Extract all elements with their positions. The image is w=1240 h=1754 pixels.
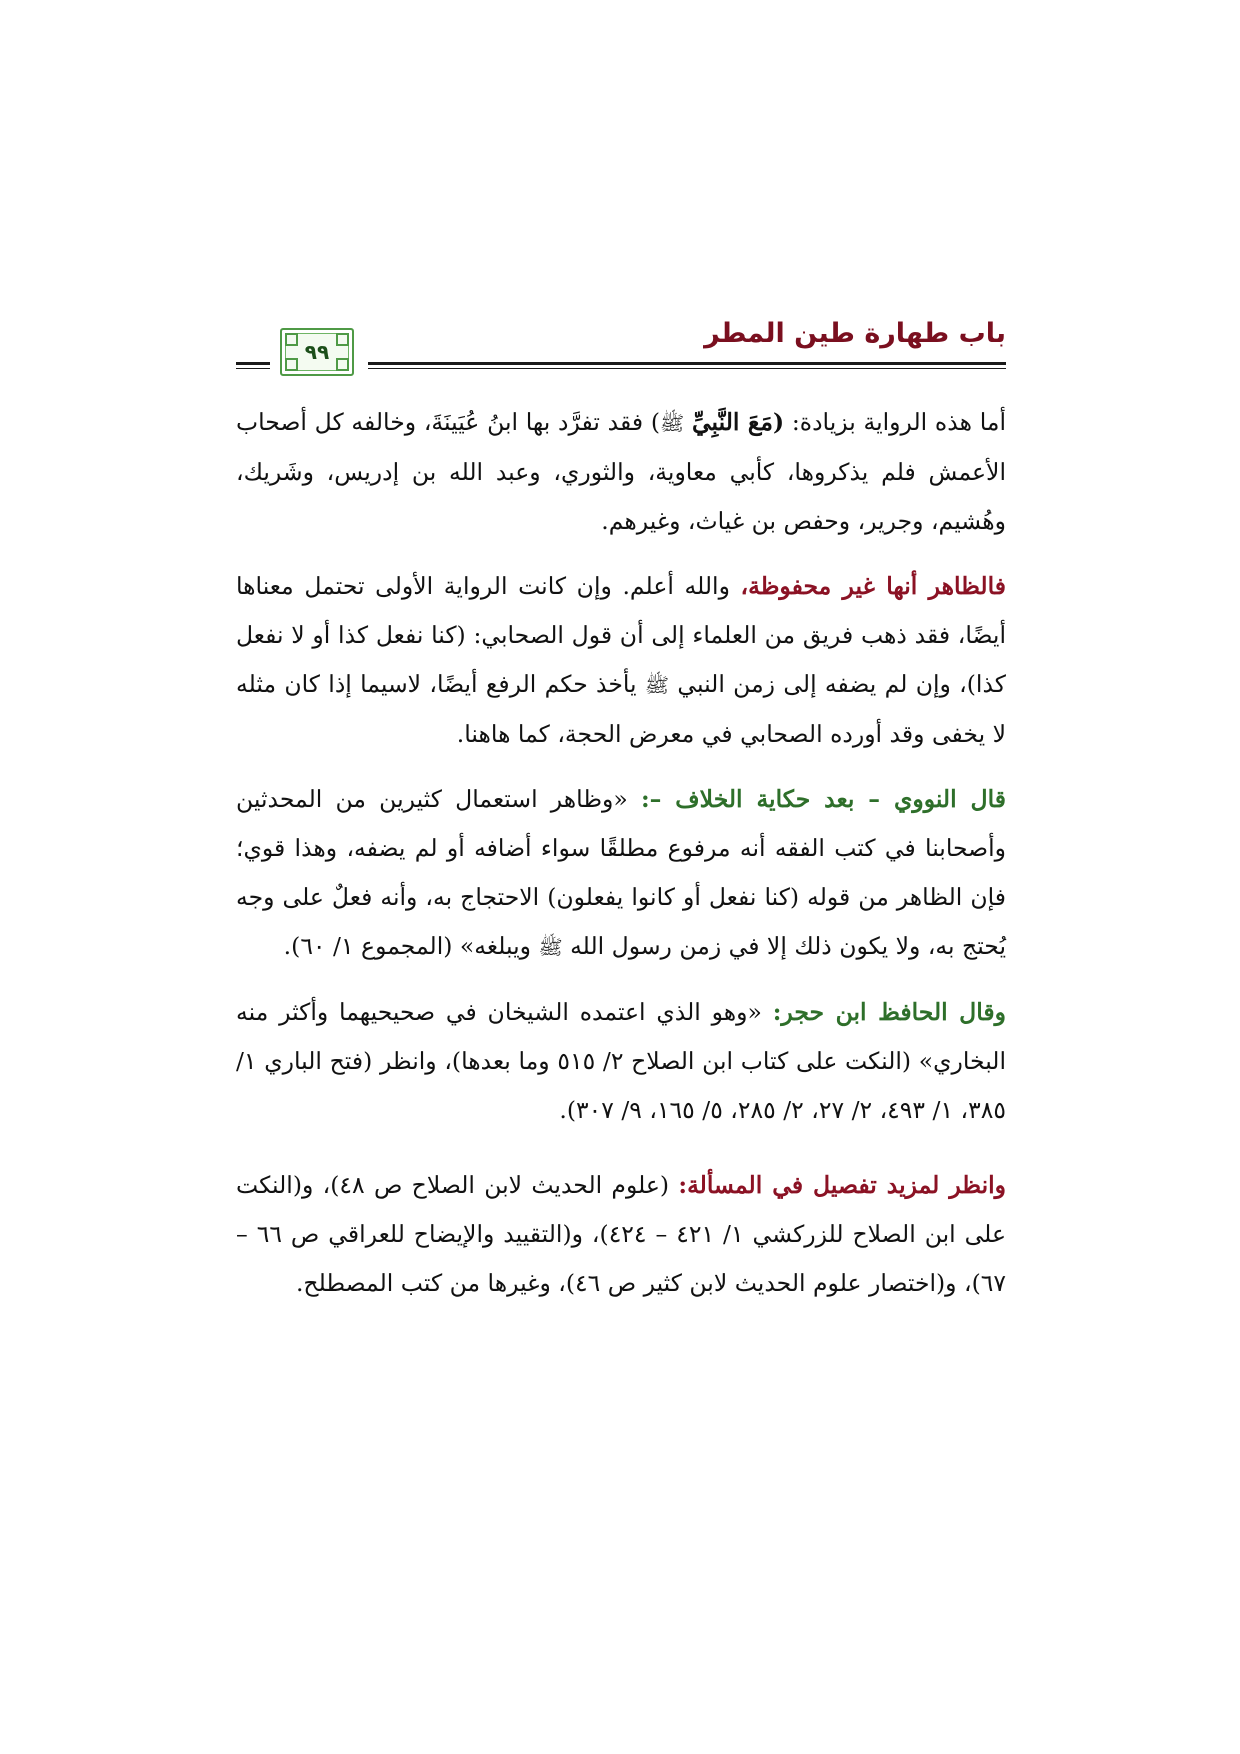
main-text bbox=[236, 398, 1006, 1324]
p2-text-1: والله أعلم. وإن كانت الرواية الأولى تحتمل معناها أيضًا، فقد ذهب فريق من العلماء إلى أن قول الصحابي: (كنا نفعل كذا أو لا نفعل كذا)، وإن لم يضفه إلى زمن النبي bbox=[236, 572, 1006, 698]
page-number-badge bbox=[280, 328, 354, 376]
p5-lead: وانظر لمزيد تفصيل في المسألة: bbox=[678, 1171, 1007, 1199]
paragraph-1 bbox=[236, 398, 1006, 546]
paragraph-2 bbox=[236, 562, 1006, 759]
salawat-icon: ﷺ bbox=[644, 673, 670, 697]
p1-text-2: ) فقد تفرَّد بها ابنُ عُيَينَةَ، وخالفه كل أصحاب الأعمش فلم يذكروها، كأبي معاوية، والثوري، وعبد الله بن إدريس، وشَريك، وهُشيم، وجرير، وحفص بن غياث، وغيرهم. bbox=[236, 408, 1006, 535]
header-rule-left-top bbox=[236, 362, 270, 365]
p3-text-1: «وظاهر استعمال كثيرين من المحدثين وأصحابنا في كتب الفقه أنه مرفوع مطلقًا سواء أضافه أو لم يضفه، وهذا قوي؛ فإن الظاهر من قوله (كنا نفعل أو كانوا يفعلون) الاحتجاج به، وأنه فعلٌ على وجه يُحتج به، ولا يكون ذلك إلا في زمن رسول الله bbox=[236, 785, 1006, 960]
header-rule-right-bottom bbox=[368, 368, 1006, 369]
header-rule-left-bottom bbox=[236, 368, 270, 369]
p4-text-1: «وهو الذي اعتمده الشيخان في صحيحيهما وأكثر منه البخاري» (النكت على كتاب ابن الصلاح ٢/ ٥١٥ وما بعدها)، وانظر (فتح الباري ١/ ٣٨٥، ١/ ٤٩٣، ٢/ ٢٧، ٢/ ٢٨٥، ٥/ ١٦٥، ٩/ ٣٠٧). bbox=[236, 998, 1006, 1124]
ornament-corner-icon bbox=[285, 333, 298, 346]
page-header bbox=[236, 318, 1006, 380]
paragraph-3 bbox=[236, 775, 1006, 972]
p1-text-1: أما هذه الرواية بزيادة: bbox=[784, 408, 1006, 436]
p4-lead: وقال الحافظ ابن حجر: bbox=[772, 998, 1007, 1026]
p3-text-2: ويبلغه» (المجموع ١/ ٦٠). bbox=[283, 932, 539, 960]
page-number: ٩٩ bbox=[304, 340, 330, 364]
salawat-icon: ﷺ bbox=[660, 411, 685, 435]
p2-lead: فالظاهر أنها غير محفوظة، bbox=[740, 572, 1006, 600]
salawat-icon: ﷺ bbox=[538, 935, 563, 959]
p1-quote: (مَعَ النَّبِيِّ bbox=[691, 408, 785, 436]
ornament-corner-icon bbox=[336, 333, 349, 346]
p5-text-1: (علوم الحديث لابن الصلاح ص ٤٨)، و(النكت على ابن الصلاح للزركشي ١/ ٤٢١ – ٤٢٤)، و(التقييد والإيضاح للعراقي ص ٦٦ – ٦٧)، و(اختصار علوم الحديث لابن كثير ص ٤٦)، وغيرها من كتب المصطلح. bbox=[236, 1171, 1006, 1297]
ornament-corner-icon bbox=[336, 358, 349, 371]
header-rule-right-top bbox=[368, 362, 1006, 365]
paragraph-5 bbox=[236, 1161, 1006, 1308]
ornament-corner-icon bbox=[285, 358, 298, 371]
p2-text-2: يأخذ حكم الرفع أيضًا، لاسيما إذا كان مثله لا يخفى وقد أورده الصحابي في معرض الحجة، كما هاهنا. bbox=[236, 670, 1006, 748]
chapter-title: باب طهارة طين المطر bbox=[704, 318, 1006, 349]
p3-lead: قال النووي – بعد حكاية الخلاف –: bbox=[640, 785, 1007, 813]
paragraph-4 bbox=[236, 988, 1006, 1135]
